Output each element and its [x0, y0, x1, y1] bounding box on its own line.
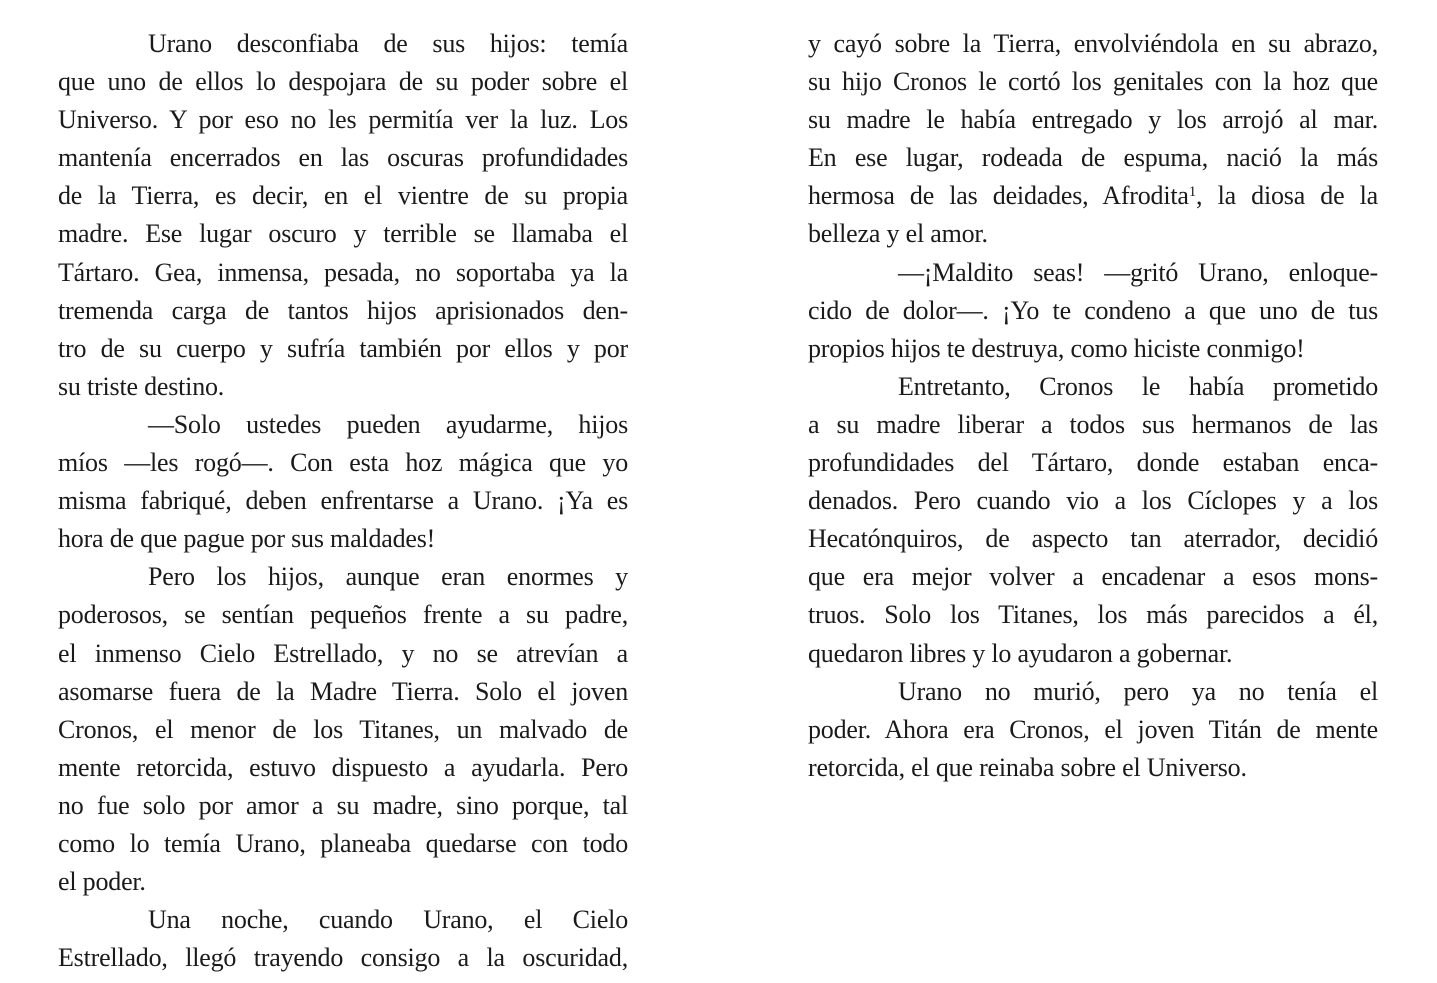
right-page: [808, 25, 1378, 787]
text-line: truos. Solo los Titanes, los más parecidos a él,: [808, 600, 1378, 630]
text-line: no fue solo por amor a su madre, sino porque, tal: [58, 790, 628, 820]
text-segment: , la diosa de la: [1196, 181, 1379, 211]
text-line: Universo. Y por eso no les permitía ver la luz. Los: [58, 105, 628, 135]
text-line: asomarse fuera de la Madre Tierra. Solo el joven: [58, 676, 628, 706]
text-line: como lo temía Urano, planeaba quedarse con todo: [58, 828, 628, 858]
text-line: hora de que pague por sus maldades!: [58, 524, 436, 554]
text-line: mantenía encerrados en las oscuras profundidades: [58, 143, 628, 173]
paragraph: [58, 406, 628, 558]
text-line: profundidades del Tártaro, donde estaban enca-: [808, 448, 1378, 478]
text-line: que uno de ellos lo despojara de su poder sobre el: [58, 67, 628, 97]
text-line: Cronos, el menor de los Titanes, un malvado de: [58, 714, 628, 744]
text-line: mente retorcida, estuvo dispuesto a ayudarla. Pero: [58, 752, 628, 782]
text-line: propios hijos te destruya, como hiciste conmigo!: [808, 333, 1305, 363]
paragraph: [808, 673, 1378, 787]
text-line: madre. Ese lugar oscuro y terrible se llamaba el: [58, 219, 628, 249]
text-line: Pero los hijos, aunque eran enormes y: [148, 562, 628, 592]
text-line: En ese lugar, rodeada de espuma, nació la más: [808, 143, 1378, 173]
text-line: denados. Pero cuando vio a los Cíclopes y a los: [808, 486, 1378, 516]
text-line: su madre le había entregado y los arrojó al mar.: [808, 105, 1378, 135]
text-line: cido de dolor—. ¡Yo te condeno a que uno de tus: [808, 295, 1378, 325]
text-line: —¡Maldito seas! —gritó Urano, enloque-: [898, 257, 1378, 287]
text-line: Urano no murió, pero ya no tenía el: [898, 676, 1378, 706]
text-line: —Solo ustedes pueden ayudarme, hijos: [148, 409, 628, 439]
text-line: [808, 177, 1378, 215]
paragraph: [58, 558, 628, 901]
paragraph: [58, 25, 628, 406]
text-line: Estrellado, llegó trayendo consigo a la oscuridad,: [58, 943, 628, 973]
text-line: belleza y el amor.: [808, 219, 988, 249]
text-line: su triste destino.: [58, 371, 225, 401]
text-line: poderosos, se sentían pequeños frente a su padre,: [58, 600, 628, 630]
text-line: tro de su cuerpo y sufría también por ellos y por: [58, 333, 628, 363]
paragraph: [808, 368, 1378, 673]
paragraph: [808, 25, 1378, 254]
text-line: y cayó sobre la Tierra, envolviéndola en su abrazo,: [808, 29, 1378, 58]
text-line: poder. Ahora era Cronos, el joven Titán de mente: [808, 714, 1378, 744]
text-line: su hijo Cronos le cortó los genitales con la hoz que: [808, 67, 1378, 97]
text-line: tremenda carga de tantos hijos aprisionados den-: [58, 295, 628, 325]
paragraph: [58, 901, 628, 977]
footnote-marker[interactable]: 1: [1188, 184, 1197, 201]
text-line: que era mejor volver a encadenar a esos mons-: [808, 562, 1378, 592]
text-line: quedaron libres y lo ayudaron a gobernar.: [808, 638, 1233, 668]
text-line: Una noche, cuando Urano, el Cielo: [148, 905, 628, 935]
paragraph: [808, 254, 1378, 368]
text-line: Hecatónquiros, de aspecto tan aterrador, decidió: [808, 524, 1378, 554]
text-segment: hermosa de las deidades, Afrodita: [808, 181, 1189, 211]
text-line: de la Tierra, es decir, en el vientre de su propia: [58, 181, 628, 211]
text-line: misma fabriqué, deben enfrentarse a Urano. ¡Ya es: [58, 486, 628, 516]
text-line: a su madre liberar a todos sus hermanos de las: [808, 409, 1378, 439]
text-line: retorcida, el que reinaba sobre el Universo.: [808, 752, 1247, 782]
text-line: míos —les rogó—. Con esta hoz mágica que yo: [58, 448, 628, 478]
text-line: Tártaro. Gea, inmensa, pesada, no soportaba ya la: [58, 257, 628, 287]
text-line: el inmenso Cielo Estrellado, y no se atrevían a: [58, 638, 628, 668]
text-line: Entretanto, Cronos le había prometido: [898, 371, 1378, 401]
text-line: Urano desconfiaba de sus hijos: temía: [148, 29, 628, 58]
left-page: [58, 25, 628, 977]
text-line: el poder.: [58, 867, 146, 897]
